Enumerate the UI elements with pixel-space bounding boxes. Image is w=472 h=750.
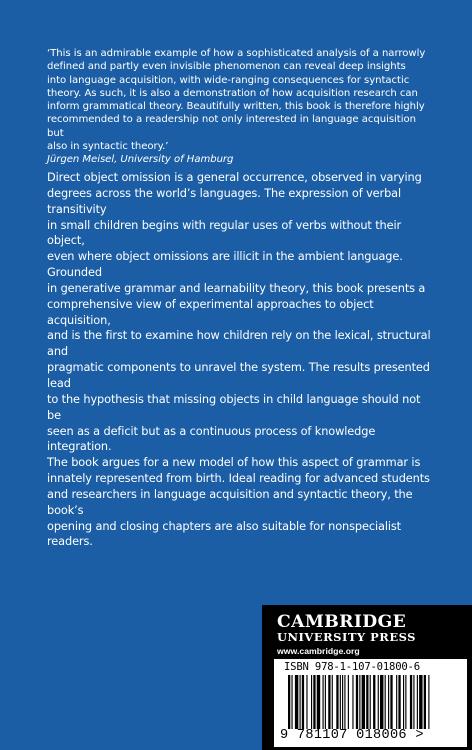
publisher-logo-subtitle: UNIVERSITY PRESS [277, 630, 416, 644]
endorsement-quote [47, 47, 432, 167]
isbn-label: ISBN 978-1-107-01800-6 [284, 661, 420, 673]
publisher-url: www.cambridge.org [277, 646, 360, 656]
publisher-block [262, 605, 472, 750]
barcode-digits: 9 781107 018006 > [280, 728, 424, 743]
quote-text: ‘This is an admirable example of how a sophisticated analysis of a narrowly defined and partly even invisible phenomenon can reveal deep insights into language acquisition, with wide-ranging consequences for syntactic theory. As such, it is also a demonstration of how acquisition research can inform grammatical theory. Beautifully written, this book is therefore highly recommended to a readership not only interested in language acquisition but also in syntactic theory.’ [47, 48, 426, 153]
publisher-logo-name: CAMBRIDGE [277, 612, 407, 632]
quote-attribution: Jürgen Meisel, University of Hamburg [47, 154, 234, 166]
book-description: Direct object omission is a general occurrence, observed in varying degrees across the world’s languages. The expression of verbal transitivity in small children begins with regular uses of verbs without their object, even where object omissions are illicit in the ambient language. Grounded in generative grammar and learnability theory, this book presents a comprehensive view of experimental approaches to object acquisition, and is the first to examine how children rely on the lexical, structural and pragmatic components to unravel the system. The results presented lead to the hypothesis that missing objects in child language should not be seen as a deficit but as a continuous process of knowledge integration. The book argues for a new model of how this aspect of grammar is innately represented from birth. Ideal reading for advanced students and researchers in language acquisition and syntactic theory, the book’s opening and closing chapters are also suitable for nonspecialist readers. [47, 170, 431, 549]
barcode-panel [274, 659, 467, 747]
